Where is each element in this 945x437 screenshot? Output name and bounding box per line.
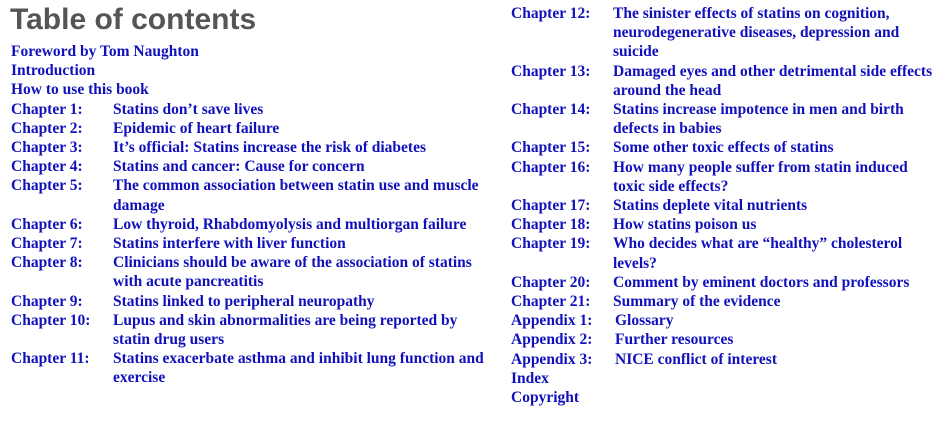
toc-entry-number[interactable]: Chapter 3: <box>11 139 83 157</box>
toc-entry-number[interactable]: Appendix 2: <box>511 331 593 349</box>
toc-entry-title[interactable]: The common association between statin use and muscle damage <box>113 177 479 214</box>
toc-entry-number[interactable]: Chapter 16: <box>511 158 591 176</box>
toc-entry-number[interactable]: Chapter 21: <box>511 293 591 311</box>
toc-entry-title[interactable]: Statins increase impotence in men and birth defects in babies <box>613 101 904 138</box>
toc-link-chapter-3[interactable] <box>11 138 491 157</box>
page-title: Table of contents <box>10 3 257 36</box>
toc-entry-label[interactable]: How to use this book <box>11 81 149 99</box>
toc-entry-title[interactable]: How statins poison us <box>613 216 757 234</box>
toc-entry-number[interactable]: Chapter 8: <box>11 254 83 272</box>
toc-entry-number[interactable]: Chapter 13: <box>511 62 591 80</box>
toc-entry-title[interactable]: Statins and cancer: Cause for concern <box>113 158 365 176</box>
toc-entry-title[interactable]: Statins exacerbate asthma and inhibit lung function and exercise <box>113 350 484 387</box>
toc-entry-title[interactable]: It’s official: Statins increase the risk of diabetes <box>113 139 426 157</box>
toc-entry-number[interactable]: Chapter 17: <box>511 197 591 215</box>
toc-entry-number[interactable]: Chapter 19: <box>511 235 591 253</box>
toc-link-chapter-2[interactable] <box>11 119 491 138</box>
toc-link-index[interactable] <box>511 369 941 388</box>
toc-entry-title[interactable]: Damaged eyes and other detrimental side effects around the head <box>613 62 933 99</box>
toc-link-appendix-3[interactable] <box>511 350 941 369</box>
toc-entry-title[interactable]: Statins linked to peripheral neuropathy <box>113 292 375 310</box>
toc-link-chapter-1[interactable] <box>11 100 491 119</box>
toc-link-appendix-2[interactable] <box>511 330 941 349</box>
toc-entry-number[interactable]: Chapter 5: <box>11 177 83 195</box>
toc-entry-number[interactable]: Chapter 15: <box>511 139 591 157</box>
toc-entry-number[interactable]: Chapter 20: <box>511 273 591 291</box>
toc-link-chapter-19[interactable] <box>511 234 941 272</box>
toc-entry-number[interactable]: Chapter 14: <box>511 101 591 119</box>
toc-entry-number[interactable]: Chapter 11: <box>11 350 90 368</box>
toc-link-chapter-21[interactable] <box>511 292 941 311</box>
toc-link-copyright[interactable] <box>511 388 941 407</box>
toc-entry-title[interactable]: Low thyroid, Rhabdomyolysis and multiorgan failure <box>113 215 467 233</box>
toc-link-chapter-7[interactable] <box>11 234 491 253</box>
toc-link-chapter-16[interactable] <box>511 158 941 196</box>
toc-entry-number[interactable]: Chapter 18: <box>511 216 591 234</box>
toc-entry-title[interactable]: Statins don’t save lives <box>113 100 264 118</box>
toc-link-introduction[interactable] <box>11 61 491 80</box>
toc-entry-title[interactable]: Comment by eminent doctors and professors <box>613 273 910 291</box>
toc-link-chapter-5[interactable] <box>11 176 491 214</box>
toc-entry-label[interactable]: Introduction <box>11 62 96 80</box>
toc-entry-number[interactable]: Chapter 6: <box>11 215 83 233</box>
toc-link-chapter-4[interactable] <box>11 157 491 176</box>
toc-link-chapter-8[interactable] <box>11 253 491 291</box>
toc-entry-number[interactable]: Chapter 7: <box>11 235 83 253</box>
toc-entry-title[interactable]: Statins interfere with liver function <box>113 235 346 253</box>
toc-entry-title[interactable]: Who decides what are “healthy” cholesterol levels? <box>613 235 903 272</box>
toc-entry-title[interactable]: NICE conflict of interest <box>615 350 778 368</box>
toc-entry-title[interactable]: Further resources <box>615 331 734 349</box>
toc-entry-label[interactable]: Index <box>511 369 549 387</box>
toc-link-chapter-12[interactable] <box>511 4 941 62</box>
toc-entry-title[interactable]: Clinicians should be aware of the association of statins with acute pancreatitis <box>113 254 472 291</box>
toc-link-chapter-13[interactable] <box>511 62 941 100</box>
toc-link-foreword[interactable] <box>11 42 491 61</box>
toc-column-left <box>11 42 491 388</box>
toc-link-chapter-9[interactable] <box>11 292 491 311</box>
toc-link-chapter-6[interactable] <box>11 215 491 234</box>
toc-entry-title[interactable]: Epidemic of heart failure <box>113 119 280 137</box>
toc-entry-title[interactable]: Summary of the evidence <box>613 293 781 311</box>
toc-entry-number[interactable]: Chapter 10: <box>11 311 91 329</box>
toc-entry-number[interactable]: Appendix 1: <box>511 312 593 330</box>
toc-entry-title[interactable]: Some other toxic effects of statins <box>613 139 834 157</box>
toc-link-chapter-17[interactable] <box>511 196 941 215</box>
toc-entry-number[interactable]: Chapter 1: <box>11 100 83 118</box>
toc-entry-title[interactable]: Statins deplete vital nutrients <box>613 197 808 215</box>
toc-link-chapter-10[interactable] <box>11 311 491 349</box>
toc-entry-number[interactable]: Chapter 2: <box>11 119 83 137</box>
toc-entry-title[interactable]: Glossary <box>615 312 674 330</box>
toc-entry-title[interactable]: Lupus and skin abnormalities are being reported by statin drug users <box>113 311 458 349</box>
toc-link-how-to-use[interactable] <box>11 80 491 99</box>
toc-entry-title[interactable]: How many people suffer from statin induced toxic side effects? <box>613 158 908 195</box>
toc-link-chapter-18[interactable] <box>511 215 941 234</box>
toc-entry-number[interactable]: Chapter 9: <box>11 292 83 310</box>
toc-entry-number[interactable]: Chapter 12: <box>511 5 591 22</box>
toc-entry-title[interactable]: The sinister effects of statins on cognition, neurodegenerative diseases, depression and suicide <box>613 5 900 61</box>
toc-entry-number[interactable]: Appendix 3: <box>511 350 593 368</box>
toc-link-chapter-20[interactable] <box>511 273 941 292</box>
toc-entry-number[interactable]: Chapter 4: <box>11 158 83 176</box>
toc-link-chapter-14[interactable] <box>511 100 941 138</box>
toc-entry-label[interactable]: Foreword by Tom Naughton <box>11 43 199 60</box>
toc-entry-label[interactable]: Copyright <box>511 389 580 407</box>
toc-link-chapter-11[interactable] <box>11 349 491 387</box>
toc-link-appendix-1[interactable] <box>511 311 941 330</box>
toc-column-right <box>511 4 941 407</box>
toc-link-chapter-15[interactable] <box>511 138 941 157</box>
